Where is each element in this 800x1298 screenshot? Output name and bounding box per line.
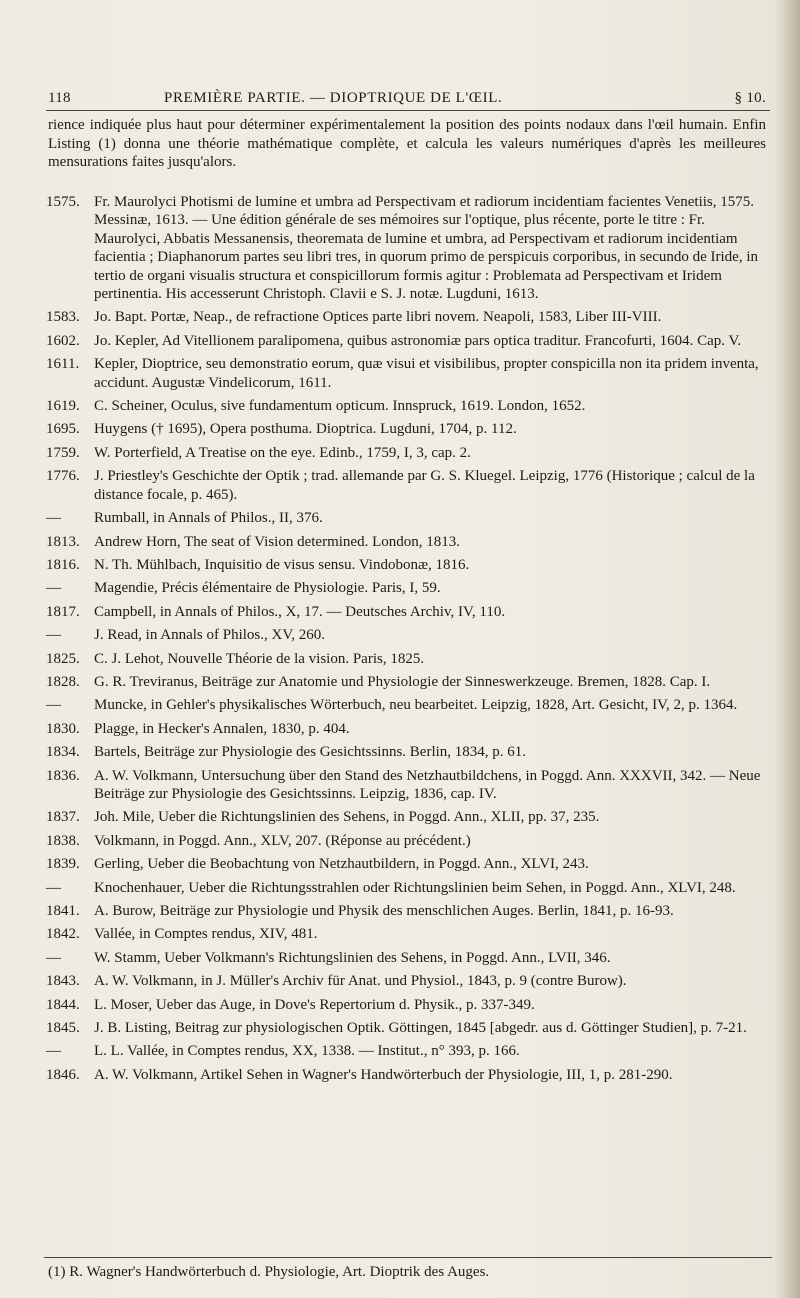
entry-year: 1843. [46,973,80,990]
entry-text: Campbell, in Annals of Philos., X, 17. — Deutsches Archiv, IV, 110. [94,603,506,620]
bibliography-entry [46,467,770,504]
entry-year: 1776. [46,468,80,485]
bibliography-entry [46,308,770,326]
bibliography-entry [46,533,770,551]
bibliography-entry [46,579,770,597]
running-title: PREMIÈRE PARTIE. — DIOPTRIQUE DE L'ŒIL. [164,90,503,106]
entry-text: A. W. Volkmann, Artikel Sehen in Wagner's Handwörterbuch der Physiologie, III, 1, p. 281-290. [94,1066,673,1083]
entry-text: A. Burow, Beiträge zur Physiologie und Physik des menschlichen Auges. Berlin, 1841, p. 16-93. [94,903,674,919]
entry-text: Andrew Horn, The seat of Vision determined. London, 1813. [94,533,460,550]
bibliography-entry [46,808,770,826]
entry-text: Knochenhauer, Ueber die Richtungsstrahlen oder Richtungslinien beim Sehen, in Poggd. Ann., XLVI, 248. [94,879,736,896]
entry-year: 1575. [46,194,80,210]
entry-text: J. Read, in Annals of Philos., XV, 260. [94,627,325,644]
bibliography-entry [46,902,770,920]
entry-text: N. Th. Mühlbach, Inquisitio de visus sensu. Vindobonæ, 1816. [94,556,470,573]
entry-text: W. Stamm, Ueber Volkmann's Richtungslinien des Sehens, in Poggd. Ann., LVII, 346. [94,949,611,966]
bibliography-entry [46,767,770,804]
entry-year: 1834. [46,744,80,761]
page-number: 118 [48,90,71,106]
entry-year: — [46,627,61,644]
entry-text: Jo. Kepler, Ad Vitellionem paralipomena, quibus astronomiæ pars optica traditur. Francofurti, 1604. Cap. V. [94,332,742,349]
bibliography-entry [46,925,770,943]
entry-year: — [46,949,61,966]
entry-year: — [46,1043,61,1060]
entry-year: 1817. [46,603,80,620]
entry-text: C. J. Lehot, Nouvelle Théorie de la vision. Paris, 1825. [94,650,425,667]
bibliography-entry [46,855,770,873]
entry-year: — [46,510,61,527]
entry-year: 1830. [46,720,80,737]
bibliography-entry [46,193,770,303]
entry-text: W. Porterfield, A Treatise on the eye. Edinb., 1759, I, 3, cap. 2. [94,444,471,461]
header-rule [46,110,770,111]
entry-year: 1619. [46,398,80,415]
entry-year: 1759. [46,444,80,461]
bibliography-entry [46,397,770,415]
entry-text: G. R. Treviranus, Beiträge zur Anatomie und Physiologie der Sinneswerkzeuge. Bremen, 1828. Cap. I. [94,673,711,690]
entry-text: A. W. Volkmann, Untersuchung über den Stand des Netzhautbildchens, in Poggd. Ann. XXXVII, 342. — Neue Beiträge zur Physiologie des Gesichtssinns. Leipzig, 1836, cap. IV. [94,767,761,802]
entry-year: 1845. [46,1020,80,1037]
bibliography-list [46,193,770,1089]
bibliography-entry [46,650,770,668]
entry-year: 1825. [46,650,80,667]
page-edge-shadow [774,0,800,1298]
bibliography-entry [46,996,770,1014]
entry-year: 1813. [46,533,80,550]
bibliography-entry [46,1066,770,1084]
entry-year: 1842. [46,926,80,943]
footnote-marker: (1) [48,1264,66,1280]
bibliography-entry [46,603,770,621]
entry-year: 1816. [46,556,80,573]
bibliography-entry [46,1019,770,1037]
bibliography-entry [46,444,770,462]
entry-text: L. L. Vallée, in Comptes rendus, XX, 1338. — Institut., n° 393, p. 166. [94,1043,520,1060]
entry-text: Joh. Mile, Ueber die Richtungslinien des Sehens, in Poggd. Ann., XLII, pp. 37, 235. [94,809,600,826]
entry-text: Kepler, Dioptrice, seu demonstratio eorum, quæ visui et visibilibus, propter conspicilla non ita pridem inventa, accidunt. Augustæ Vindelicorum, 1611. [94,356,759,391]
bibliography-entry [46,832,770,850]
entry-year: 1837. [46,809,80,826]
entry-text: Magendie, Précis élémentaire de Physiologie. Paris, I, 59. [94,580,441,597]
entry-year: 1846. [46,1066,80,1083]
intro-paragraph [48,116,766,172]
entry-year: 1828. [46,673,80,690]
entry-year: 1611. [46,356,80,373]
bibliography-entry [46,743,770,761]
entry-text: Huygens († 1695), Opera posthuma. Dioptrica. Lugduni, 1704, p. 112. [94,421,517,438]
entry-text: L. Moser, Ueber das Auge, in Dove's Repertorium d. Physik., p. 337-349. [94,996,535,1013]
entry-year: 1838. [46,832,80,849]
entry-text: J. B. Listing, Beitrag zur physiologischen Optik. Göttingen, 1845 [abgedr. aus d. Göttinger Studien], p. 7-21. [94,1020,747,1037]
entry-year: 1602. [46,332,80,349]
entry-text: Volkmann, in Poggd. Ann., XLV, 207. (Réponse au précédent.) [94,832,471,849]
entry-text: Plagge, in Hecker's Annalen, 1830, p. 404. [94,720,350,737]
footnote-rule [44,1257,772,1258]
bibliography-entry [46,879,770,897]
footnote-text: R. Wagner's Handwörterbuch d. Physiologie, Art. Dioptrik des Auges. [69,1264,490,1280]
bibliography-entry [46,509,770,527]
bibliography-entry [46,673,770,691]
entry-text: Gerling, Ueber die Beobachtung von Netzhautbildern, in Poggd. Ann., XLVI, 243. [94,856,589,873]
intro-text: rience indiquée plus haut pour déterminer expérimentalement la position des points nodaux dans l'œil humain. Enfin Listing (1) donna une théorie mathématique complète, et calcula les valeurs numériques d'après les meilleures mensurations faites jusqu'alors. [48,117,766,170]
entry-year: 1841. [46,903,80,919]
bibliography-entry [46,696,770,714]
entry-text: Bartels, Beiträge zur Physiologie des Gesichtssinns. Berlin, 1834, p. 61. [94,744,527,761]
entry-year: — [46,879,61,896]
entry-text: J. Priestley's Geschichte der Optik ; trad. allemande par G. S. Kluegel. Leipzig, 1776 (Historique ; calcul de la distance focale, p. 465). [94,468,755,503]
entry-text: Rumball, in Annals of Philos., II, 376. [94,510,323,527]
entry-year: 1844. [46,996,80,1013]
entry-year: 1583. [46,309,80,326]
entry-text: Jo. Bapt. Portæ, Neap., de refractione Optices parte libri novem. Neapoli, 1583, Liber III-VIII. [94,309,662,326]
footnote [48,1263,768,1281]
entry-year: 1695. [46,421,80,438]
bibliography-entry [46,1042,770,1060]
entry-text: C. Scheiner, Oculus, sive fundamentum opticum. Innspruck, 1619. London, 1652. [94,398,586,415]
entry-year: — [46,580,61,597]
bibliography-entry [46,720,770,738]
entry-year: 1839. [46,856,80,873]
running-header [48,90,766,112]
bibliography-entry [46,332,770,350]
bibliography-entry [46,949,770,967]
entry-text: Fr. Maurolyci Photismi de lumine et umbra ad Perspectivam et radiorum incidentiam facientes Venetiis, 1575. Messinæ, 1613. — Une édition générale de ses mémoires sur l'optique, plus récente, porte le titre : Fr. Maurolyci, Abbatis Messanensis, theoremata de lumine et umbra, ad Perspectivam et radiorum incidentiam facientia ; Diaphanorum partes seu libri tres, in quorum primo de perspicuis corporibus, in secundo de Iride, in tertio de organi visualis structura et conspicillorum formis agitur : Problemata ad Perspectivam et Iridem pertinentia. His accesserunt Christoph. Clavii e S. J. notæ. Lugduni, 1613. [94,194,758,303]
entry-text: Muncke, in Gehler's physikalisches Wörterbuch, neu bearbeitet. Leipzig, 1828, Art. Gesicht, IV, 2, p. 1364. [94,697,738,714]
section-number: § 10. [734,90,766,106]
entry-year: 1836. [46,767,80,784]
bibliography-entry [46,972,770,990]
bibliography-entry [46,556,770,574]
entry-text: A. W. Volkmann, in J. Müller's Archiv für Anat. und Physiol., 1843, p. 9 (contre Burow). [94,973,627,990]
entry-year: — [46,697,61,714]
bibliography-entry [46,355,770,392]
entry-text: Vallée, in Comptes rendus, XIV, 481. [94,926,318,943]
bibliography-entry [46,420,770,438]
bibliography-entry [46,626,770,644]
